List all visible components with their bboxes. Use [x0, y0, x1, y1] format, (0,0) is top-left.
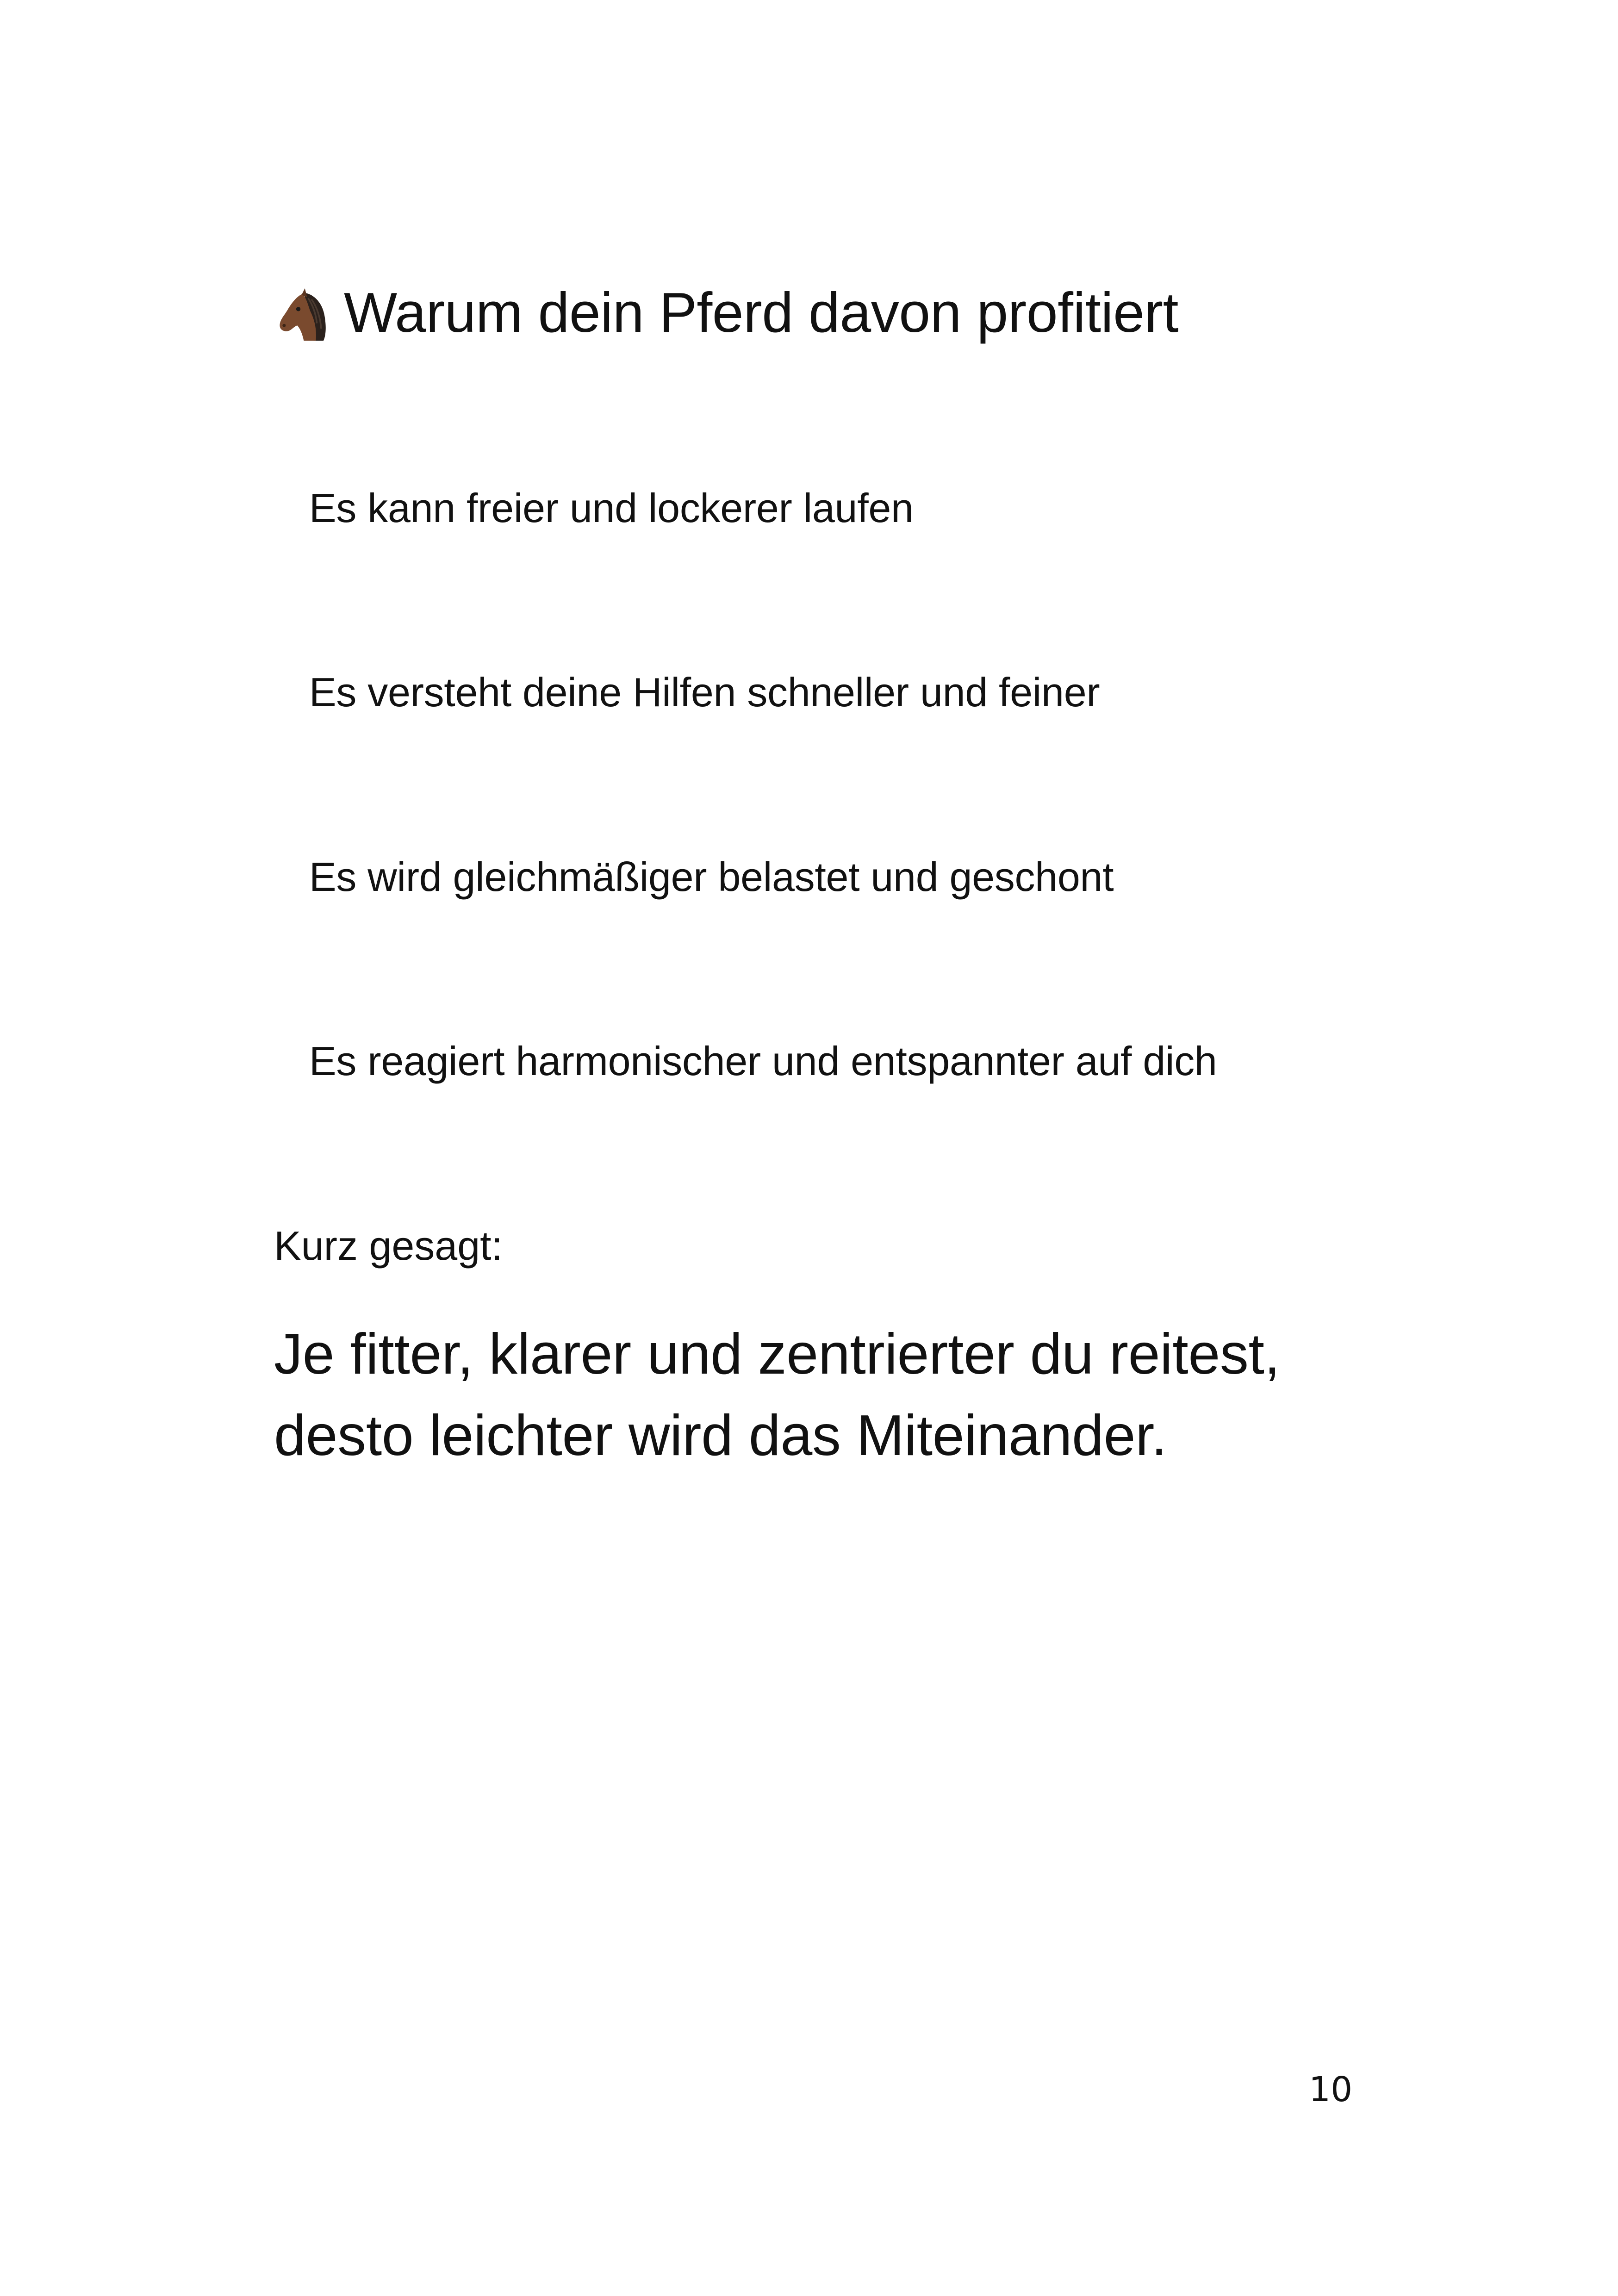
section-heading [275, 275, 1178, 349]
summary-statement [274, 1313, 1385, 1476]
summary-line: Je fitter, klarer und zentrierter du reitest, [274, 1322, 1280, 1386]
summary-line: desto leichter wird das Miteinander. [274, 1404, 1167, 1468]
benefit-item: Es reagiert harmonischer und entspannter auf dich [309, 1038, 1217, 1084]
benefit-item: Es wird gleichmäßiger belastet und geschont [309, 854, 1114, 900]
benefit-item: Es versteht deine Hilfen schneller und feiner [309, 669, 1100, 715]
horse-head-icon [275, 288, 330, 343]
page-number: 10 [1309, 2070, 1353, 2109]
heading-title: Warum dein Pferd davon profitiert [344, 281, 1179, 344]
summary-label: Kurz gesagt: [274, 1223, 503, 1269]
benefit-item: Es kann freier und lockerer laufen [309, 485, 914, 531]
